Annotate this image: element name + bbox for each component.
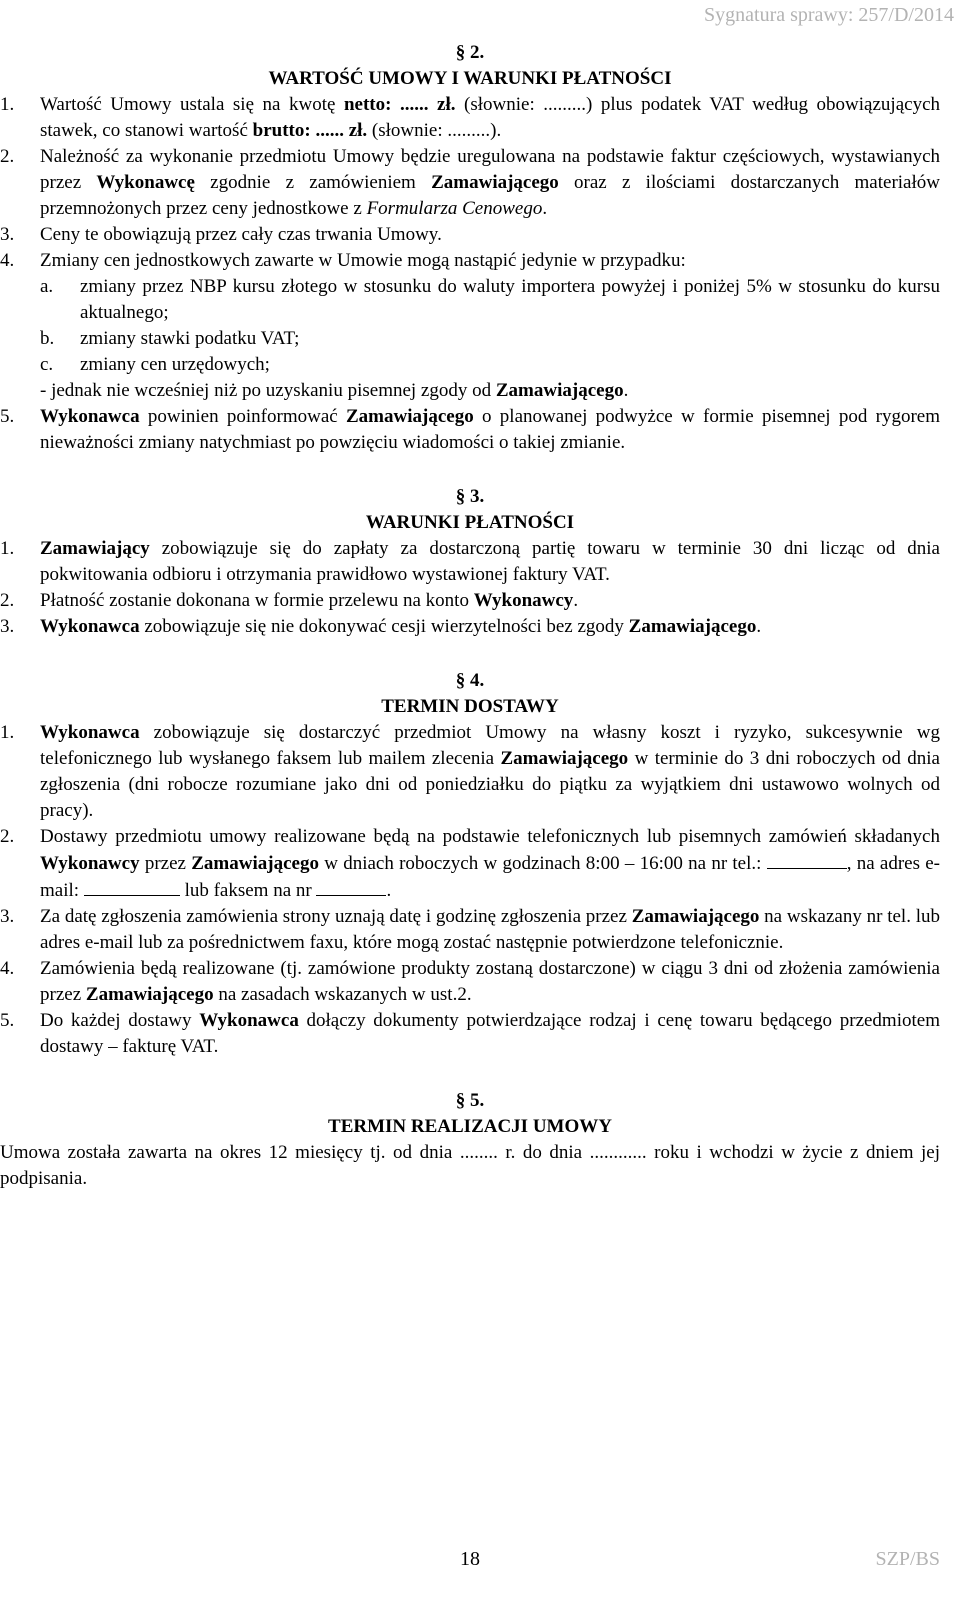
text: . <box>756 616 762 637</box>
party-ordering: Zamawiającego <box>500 748 629 769</box>
s2-subitem-b <box>0 326 940 352</box>
text: Za datę zgłoszenia zamówienia strony uznają datę i godzinę zgłoszenia przez <box>40 906 632 927</box>
section-4-title: TERMIN DOSTAWY <box>381 696 559 717</box>
item-number: 2. <box>0 590 15 611</box>
text: - jednak nie wcześniej niż po uzyskaniu pisemnej zgody od <box>40 380 496 401</box>
text: na wskazany nr tel. lub adres e-mail lub za pośrednictwem faxu, które mogą zostać następnie potwierdzone telefonicznie. <box>40 906 940 953</box>
party-contractor: Wykonawca <box>199 1010 299 1031</box>
text: przez <box>139 853 192 874</box>
item-number: 5. <box>0 406 15 427</box>
text: . <box>573 590 579 611</box>
s2-dash-note <box>0 378 940 404</box>
s4-paragraph-4 <box>0 956 940 1008</box>
s5-text: Umowa została zawarta na okres 12 miesięcy tj. od dnia ........ r. do dnia ............ roku i wchodzi w życie z dniem jej podpisania. <box>0 1142 940 1189</box>
item-number: 3. <box>0 616 15 637</box>
s3-paragraph-1 <box>0 536 940 588</box>
text: Zamówienia będą realizowane (tj. zamówione produkty zostaną dostarczone) w ciągu 3 dni od złożenia zamówienia przez <box>40 958 940 1005</box>
text: (słownie: .........). <box>367 120 502 141</box>
s3-paragraph-3 <box>0 614 940 640</box>
text: zobowiązuje się do zapłaty za dostarczoną partię towaru w terminie 30 dni licząc od dnia pokwitowania odbioru i otrzymania prawidłowo wystawionej faktury VAT. <box>40 538 940 585</box>
party-ordering: Zamawiającego <box>495 380 624 401</box>
text: Wartość Umowy ustala się na kwotę <box>40 94 344 115</box>
s2-subitem-a <box>0 274 940 326</box>
text: . <box>623 380 629 401</box>
party-ordering: Zamawiającego <box>628 616 757 637</box>
party-ordering: Zamawiający <box>40 538 150 559</box>
text: w dniach roboczych w godzinach 8:00 – 16:00 na nr tel.: <box>318 853 767 874</box>
party-ordering: Zamawiającego <box>85 984 214 1005</box>
s2-paragraph-3 <box>0 222 940 248</box>
item-number: 4. <box>0 958 15 979</box>
s3-paragraph-2 <box>0 588 940 614</box>
text: zobowiązuje się nie dokonywać cesji wierzytelności bez zgody <box>139 616 629 637</box>
section-2-number: § 2. <box>455 42 485 63</box>
text: o planowanej podwyżce w formie pisemnej pod rygorem nieważności zmiany natychmiast po powzięciu wiadomości o takiej zmianie. <box>40 406 940 453</box>
item-number: 1. <box>0 94 15 115</box>
s2-paragraph-1 <box>0 92 940 144</box>
party-contractor: Wykonawca <box>40 406 140 427</box>
s4-paragraph-1 <box>0 720 940 824</box>
form-name: Formularza Cenowego <box>366 198 543 219</box>
text: Należność za wykonanie przedmiotu Umowy będzie uregulowana na podstawie faktur częściowych, wystawianych przez <box>40 146 940 193</box>
text: na zasadach wskazanych w ust.2. <box>213 984 472 1005</box>
s2-subitem-c <box>0 352 940 378</box>
item-number: 2. <box>0 826 15 847</box>
text: (słownie: .........) plus podatek VAT według obowiązujących stawek, co stanowi wartość <box>40 94 941 141</box>
item-number: 2. <box>0 146 15 167</box>
text: powinien poinformować <box>139 406 346 427</box>
text: , na adres e-mail: <box>40 853 940 901</box>
item-letter: c. <box>40 354 54 375</box>
text: zmiany stawki podatku VAT; <box>80 328 300 349</box>
amount-brutto: brutto: ...... zł. <box>252 120 368 141</box>
text: . <box>386 880 392 901</box>
party-contractor: Wykonawcy <box>40 853 140 874</box>
phone-blank <box>767 850 847 869</box>
fax-blank <box>316 877 386 896</box>
section-3-number: § 3. <box>455 486 485 507</box>
party-contractor: Wykonawcę <box>96 172 195 193</box>
text: Zmiany cen jednostkowych zawarte w Umowie mogą nastąpić jedynie w przypadku: <box>40 250 686 271</box>
case-signature: Sygnatura sprawy: 257/D/2014 <box>704 4 954 26</box>
footer-code: SZP/BS <box>875 1548 940 1570</box>
text: Ceny te obowiązują przez cały czas trwania Umowy. <box>40 224 442 245</box>
text: oraz z ilościami dostarczanych materiałów przemnożonych przez ceny jednostkowe z <box>40 172 940 219</box>
item-letter: b. <box>40 328 55 349</box>
s4-paragraph-3 <box>0 904 940 956</box>
section-5-title: TERMIN REALIZACJI UMOWY <box>328 1116 612 1137</box>
text: zobowiązuje się dostarczyć przedmiot Umowy na własny koszt i ryzyko, sukcesywnie wg telefonicznego lub wysłanego faksem lub mailem zlecenia <box>40 722 940 769</box>
text: zmiany cen urzędowych; <box>80 354 270 375</box>
amount-netto: netto: ...... zł. <box>343 94 456 115</box>
text: Płatność zostanie dokonana w formie przelewu na konto <box>40 590 474 611</box>
item-letter: a. <box>40 276 54 297</box>
item-number: 1. <box>0 722 15 743</box>
text: Dostawy przedmiotu umowy realizowane będą na podstawie telefonicznych lub pisemnych zamówień składanych <box>40 826 940 847</box>
email-blank <box>84 877 180 896</box>
item-number: 1. <box>0 538 15 559</box>
party-contractor: Wykonawca <box>40 616 140 637</box>
section-3-title: WARUNKI PŁATNOŚCI <box>365 512 575 533</box>
party-ordering: Zamawiającego <box>191 853 319 874</box>
text: Do każdej dostawy <box>40 1010 200 1031</box>
s4-paragraph-5 <box>0 1008 940 1060</box>
party-ordering: Zamawiającego <box>346 406 474 427</box>
page-number: 18 <box>460 1548 480 1570</box>
item-number: 3. <box>0 906 15 927</box>
party-contractor: Wykonawcy <box>473 590 574 611</box>
item-number: 3. <box>0 224 15 245</box>
party-ordering: Zamawiającego <box>431 172 559 193</box>
s2-paragraph-4 <box>0 248 940 274</box>
party-contractor: Wykonawca <box>40 722 140 743</box>
section-2-title: WARTOŚĆ UMOWY I WARUNKI PŁATNOŚCI <box>268 68 672 89</box>
text: zgodnie z zamówieniem <box>194 172 432 193</box>
item-number: 5. <box>0 1010 15 1031</box>
party-ordering: Zamawiającego <box>631 906 760 927</box>
text: dołączy dokumenty potwierdzające rodzaj i cenę towaru będącego przedmiotem dostawy – fakturę VAT. <box>40 1010 940 1057</box>
text: lub faksem na nr <box>179 880 317 901</box>
section-4-number: § 4. <box>455 670 485 691</box>
text: zmiany przez NBP kursu złotego w stosunku do waluty importera powyżej i poniżej 5% w stosunku do kursu aktualnego; <box>80 276 940 323</box>
document-page <box>0 40 940 1192</box>
s4-paragraph-2 <box>0 824 940 904</box>
section-5-number: § 5. <box>455 1090 485 1111</box>
s2-paragraph-5 <box>0 404 940 456</box>
text: w terminie do 3 dni roboczych od dnia zgłoszenia (dni robocze rozumiane jako dni od poniedziałku do piątku za wyjątkiem dni ustawowo wolnych od pracy). <box>40 748 940 821</box>
item-number: 4. <box>0 250 15 271</box>
s2-paragraph-2 <box>0 144 940 222</box>
text: . <box>542 198 548 219</box>
